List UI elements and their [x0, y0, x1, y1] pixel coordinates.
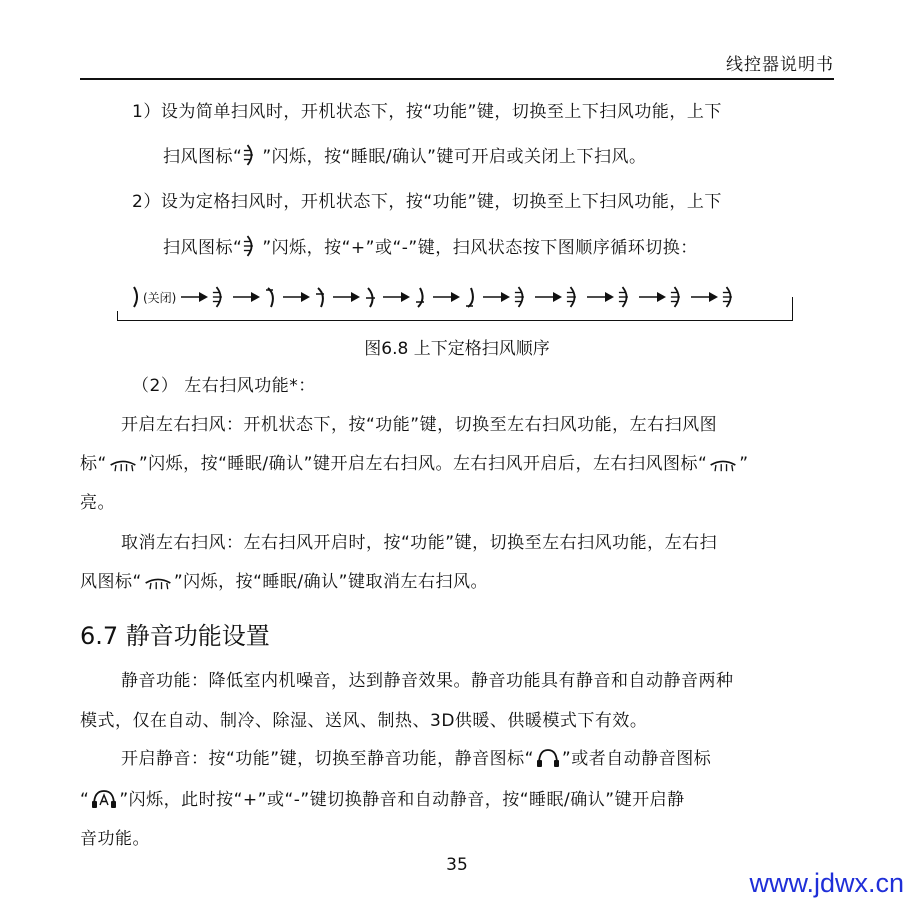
arrow-icon: [587, 291, 615, 303]
section-title: 6.7 静音功能设置: [80, 622, 270, 650]
arrow-icon: [383, 291, 411, 303]
arrow-icon: [433, 291, 461, 303]
section-p2-line2: [80, 785, 685, 810]
arrow-icon: [483, 291, 511, 303]
arrow-icon: [233, 291, 261, 303]
section-p2-line1-b: ”或者自动静音图标: [561, 749, 712, 769]
section-p2-line1-a: 开启静音：按“功能”键，切换至静音功能，静音图标“: [121, 749, 534, 769]
vane-closed-icon: [131, 285, 141, 309]
up-down-swing-icon: [243, 143, 261, 167]
page-number: 35: [446, 855, 468, 875]
vane-position-1-icon: [264, 285, 280, 309]
p2-line1: 2）设为定格扫风时，开机状态下，按“功能”键，切换至上下扫风功能，上下: [132, 192, 722, 212]
closed-label: (关闭): [143, 290, 177, 305]
loop-arrow-icon: [114, 291, 128, 303]
section-p2-line2-a: “: [80, 790, 90, 810]
lr-open-line2-a: 标“: [80, 454, 107, 474]
sequence-row: [111, 283, 744, 311]
lr-cancel-line2-a: 风图标“: [80, 572, 142, 592]
lr-open-line3: 亮。: [80, 493, 115, 513]
lr-heading: （2） 左右扫风功能*：: [132, 376, 316, 396]
vane-position-2-icon: [314, 285, 330, 309]
header-title: 线控器说明书: [726, 55, 834, 75]
lr-open-line2-c: ”: [739, 454, 749, 474]
lr-open-line1: 开启左右扫风：开机状态下，按“功能”键，切换至左右扫风功能，左右扫风图: [121, 415, 718, 435]
lr-open-line2: [80, 449, 749, 474]
quiet-icon: [535, 747, 561, 769]
p1-line2-b: ”闪烁，按“睡眠/确认”键可开启或关闭上下扫风。: [262, 147, 647, 167]
section-p2-line3: 音功能。: [80, 829, 150, 849]
section-p2-line1: [121, 744, 711, 769]
p1-line2: [163, 142, 646, 167]
p2-line2: [163, 233, 698, 258]
section-p2-line2-b: ”闪烁，此时按“+”或“-”键切换静音和自动静音，按“睡眠/确认”键开启静: [119, 790, 685, 810]
vane-position-5-icon: [464, 285, 480, 309]
section-p1-line2: 模式，仅在自动、制冷、除湿、送风、制热、3D供暖、供暖模式下有效。: [80, 711, 648, 731]
vane-swing-4-icon: [670, 285, 688, 309]
left-right-swing-icon: [708, 456, 738, 474]
vane-position-4-icon: [414, 285, 430, 309]
vane-full-swing-icon: [212, 285, 230, 309]
vane-swing-1-icon: [514, 285, 532, 309]
header-rule: [80, 78, 834, 80]
lr-open-line2-b: ”闪烁，按“睡眠/确认”键开启左右扫风。左右扫风开启后，左右扫风图标“: [138, 454, 708, 474]
arrow-icon: [639, 291, 667, 303]
vane-swing-3-icon: [618, 285, 636, 309]
arrow-icon: [691, 291, 719, 303]
arrow-icon: [535, 291, 563, 303]
watermark: www.jdwx.cn: [749, 868, 904, 898]
p2-line2-b: ”闪烁，按“+”或“-”键，扫风状态按下图顺序循环切换：: [262, 238, 698, 258]
lr-cancel-line1: 取消左右扫风：左右扫风开启时，按“功能”键，切换至左右扫风功能，左右扫: [121, 533, 718, 553]
swing-sequence-diagram: [117, 275, 793, 321]
p2-line2-a: 扫风图标“: [163, 238, 243, 258]
vane-position-3-icon: [364, 285, 380, 309]
left-right-swing-icon: [108, 456, 138, 474]
vane-swing-2-icon: [566, 285, 584, 309]
p1-line1: 1）设为简单扫风时，开机状态下，按“功能”键，切换至上下扫风功能，上下: [132, 102, 722, 122]
lr-cancel-line2-b: ”闪烁，按“睡眠/确认”键取消左右扫风。: [173, 572, 488, 592]
auto-quiet-icon: [90, 788, 118, 810]
arrow-icon: [283, 291, 311, 303]
arrow-icon: [181, 291, 209, 303]
left-right-swing-icon: [143, 574, 173, 592]
figure-caption: 图6.8 上下定格扫风顺序: [364, 339, 550, 359]
vane-swing-5-icon: [722, 285, 740, 309]
lr-cancel-line2: [80, 567, 488, 592]
p1-line2-a: 扫风图标“: [163, 147, 243, 167]
up-down-swing-icon: [243, 234, 261, 258]
arrow-icon: [333, 291, 361, 303]
section-p1-line1: 静音功能：降低室内机噪音，达到静音效果。静音功能具有静音和自动静音两种: [121, 671, 734, 691]
